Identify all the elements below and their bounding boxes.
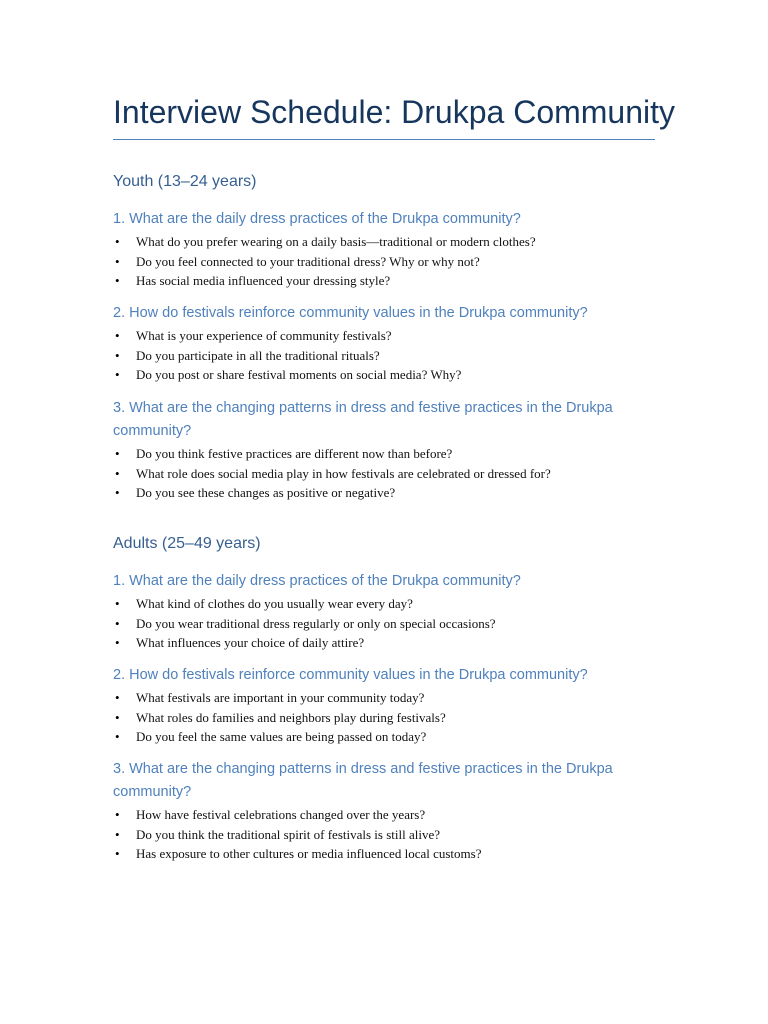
list-item (113, 805, 673, 825)
youth-question-2-list (113, 326, 673, 385)
adults-question-2-heading: 2. How do festivals reinforce community values in the Drukpa community? (113, 667, 588, 683)
bullet-icon: • (115, 328, 120, 343)
list-item (113, 464, 673, 484)
list-item (113, 444, 673, 464)
bullet-icon: • (115, 690, 120, 705)
list-item-text: Do you post or share festival moments on social media? Why? (136, 367, 462, 382)
list-item-text: What kind of clothes do you usually wear every day? (136, 596, 413, 611)
list-item-text: Has exposure to other cultures or media influenced local customs? (136, 846, 482, 861)
list-item (113, 252, 673, 272)
group-heading-youth: Youth (13–24 years) (113, 173, 257, 190)
bullet-icon: • (115, 253, 120, 269)
bullet-icon: • (115, 615, 120, 631)
adults-question-1-heading: 1. What are the daily dress practices of the Drukpa community? (113, 573, 521, 589)
youth-question-3-list (113, 444, 673, 503)
list-item (113, 614, 673, 634)
list-item-text: What is your experience of community festivals? (136, 328, 392, 343)
list-item (113, 326, 673, 346)
list-item-text: How have festival celebrations changed over the years? (136, 807, 426, 822)
title-underline (113, 139, 655, 140)
list-item (113, 346, 673, 366)
youth-question-2-heading: 2. How do festivals reinforce community values in the Drukpa community? (113, 305, 588, 321)
adults-question-3-heading: 3. What are the changing patterns in dress and festive practices in the Drukpa community? (113, 761, 613, 800)
bullet-icon: • (115, 273, 120, 288)
list-item (113, 708, 673, 728)
list-item (113, 271, 673, 291)
bullet-icon: • (115, 367, 120, 382)
adults-question-1-list (113, 594, 673, 653)
list-item (113, 483, 673, 503)
list-item-text: Do you feel connected to your traditional dress? Why or why not? (136, 253, 480, 269)
bullet-icon: • (115, 485, 120, 500)
youth-question-1-heading: 1. What are the daily dress practices of the Drukpa community? (113, 211, 521, 227)
list-item-text: What influences your choice of daily attire? (136, 635, 365, 650)
list-item (113, 365, 673, 385)
page-title: Interview Schedule: Drukpa Community (113, 94, 676, 130)
list-item-text: Do you see these changes as positive or negative? (136, 485, 396, 500)
list-item-text: Do you think festive practices are different now than before? (136, 446, 453, 461)
list-item-text: What role does social media play in how festivals are celebrated or dressed for? (136, 465, 551, 481)
list-item-text: What roles do families and neighbors play during festivals? (136, 709, 446, 725)
list-item-text: Do you participate in all the traditional rituals? (136, 347, 380, 363)
adults-question-2-list (113, 688, 673, 747)
bullet-icon: • (115, 635, 120, 650)
list-item-text: Do you wear traditional dress regularly or only on special occasions? (136, 615, 496, 631)
bullet-icon: • (115, 234, 120, 249)
bullet-icon: • (115, 446, 120, 461)
bullet-icon: • (115, 596, 120, 611)
list-item-text: What do you prefer wearing on a daily basis—traditional or modern clothes? (136, 234, 536, 249)
list-item (113, 727, 673, 747)
bullet-icon: • (115, 846, 120, 861)
list-item (113, 825, 673, 845)
list-item-text: What festivals are important in your community today? (136, 690, 425, 705)
group-heading-adults: Adults (25–49 years) (113, 535, 261, 552)
bullet-icon: • (115, 465, 120, 481)
list-item-text: Do you think the traditional spirit of festivals is still alive? (136, 826, 441, 842)
list-item (113, 688, 673, 708)
bullet-icon: • (115, 729, 120, 744)
youth-question-1-list (113, 232, 673, 291)
bullet-icon: • (115, 826, 120, 842)
adults-question-3-list (113, 805, 673, 864)
list-item (113, 594, 673, 614)
list-item (113, 844, 673, 864)
bullet-icon: • (115, 807, 120, 822)
list-item (113, 232, 673, 252)
bullet-icon: • (115, 709, 120, 725)
youth-question-3-heading: 3. What are the changing patterns in dress and festive practices in the Drukpa community? (113, 400, 613, 439)
bullet-icon: • (115, 347, 120, 363)
list-item-text: Has social media influenced your dressing style? (136, 273, 391, 288)
list-item (113, 633, 673, 653)
list-item-text: Do you feel the same values are being passed on today? (136, 729, 427, 744)
